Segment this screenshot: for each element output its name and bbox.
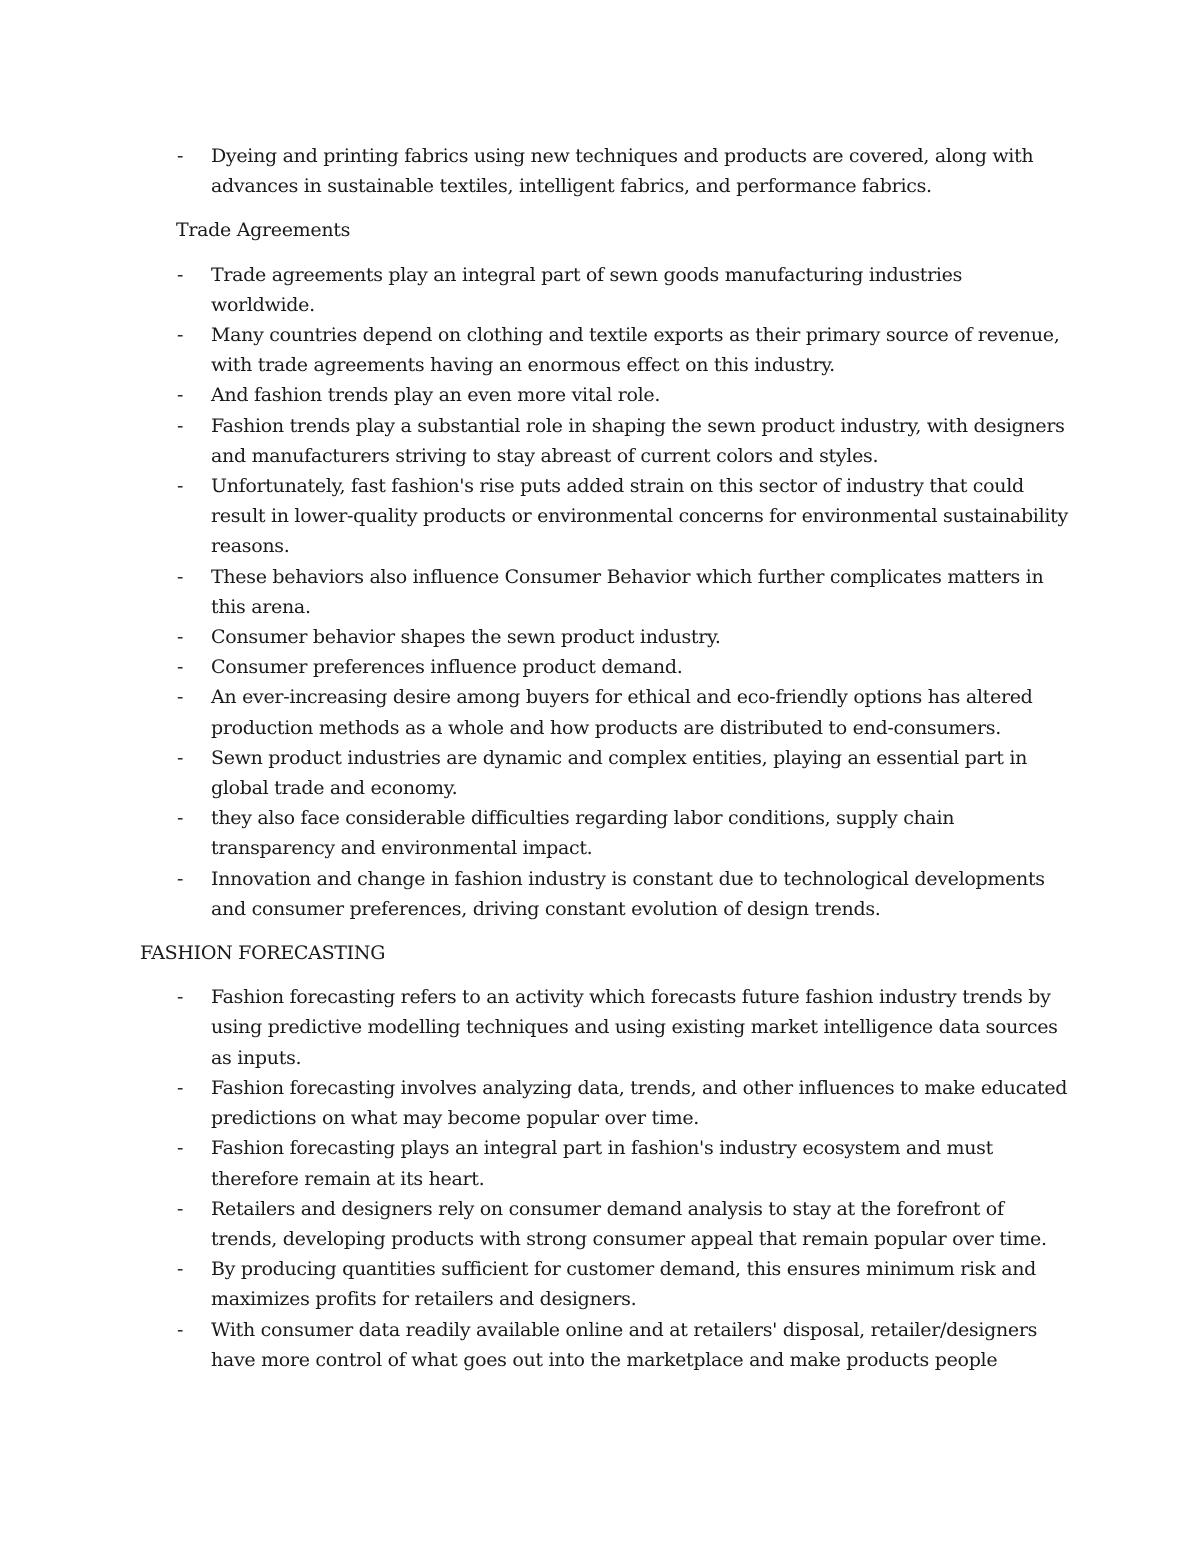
- list-item-text: Dyeing and printing fabrics using new techniques and products are covered, along with advances in sustainable textiles, intelligent fabrics, and performance fabrics.: [211, 145, 1034, 198]
- section-heading-trade-agreements: Trade Agreements: [176, 219, 351, 242]
- bullet-dash: -: [177, 1076, 184, 1099]
- list-item-text: Fashion forecasting plays an integral part in fashion's industry ecosystem and must therefore remain at its heart.: [211, 1137, 993, 1190]
- bullet-dash: -: [177, 746, 184, 769]
- list-item: [140, 1073, 1070, 1133]
- bullet-dash: -: [177, 324, 184, 347]
- list-item: [140, 471, 1070, 562]
- bullet-dash: -: [177, 1258, 184, 1281]
- list-item: [140, 1194, 1070, 1254]
- trade-agreements-bullet-list: [140, 260, 1070, 924]
- list-item-text: With consumer data readily available online and at retailers' disposal, retailer/designers have more control of what goes out into the marketplace and make products people: [211, 1318, 1038, 1371]
- bullet-dash: -: [177, 263, 184, 286]
- document-body: [140, 141, 1070, 1375]
- intro-bullet-list: [140, 141, 1070, 201]
- list-item: [140, 682, 1070, 742]
- list-item-text: Trade agreements play an integral part of sewn goods manufacturing industries worldwide.: [211, 263, 963, 316]
- list-item: [140, 743, 1070, 803]
- list-item-text: Unfortunately, fast fashion's rise puts added strain on this sector of industry that could result in lower-quality products or environmental concerns for environmental sustainability reasons.: [211, 475, 1068, 558]
- list-item-text: Retailers and designers rely on consumer demand analysis to stay at the forefront of trends, developing products with strong consumer appeal that remain popular over time.: [211, 1197, 1047, 1250]
- bullet-dash: -: [177, 565, 184, 588]
- list-item-text: Innovation and change in fashion industry is constant due to technological developments and consumer preferences, driving constant evolution of design trends.: [211, 867, 1045, 920]
- bullet-dash: -: [177, 1318, 184, 1341]
- list-item: [140, 141, 1070, 201]
- bullet-dash: -: [177, 867, 184, 890]
- list-item: [140, 411, 1070, 471]
- list-item: [140, 1133, 1070, 1193]
- list-item: [140, 982, 1070, 1073]
- list-item: [140, 562, 1070, 622]
- bullet-dash: -: [177, 1197, 184, 1220]
- bullet-dash: -: [177, 1137, 184, 1160]
- list-item-text: Consumer preferences influence product demand.: [211, 656, 683, 679]
- bullet-dash: -: [177, 475, 184, 498]
- list-item: [140, 622, 1070, 652]
- list-item-text: These behaviors also influence Consumer Behavior which further complicates matters in this arena.: [211, 565, 1044, 618]
- list-item-text: Fashion trends play a substantial role in shaping the sewn product industry, with designers and manufacturers striving to stay abreast of current colors and styles.: [211, 414, 1065, 467]
- section-heading-fashion-forecasting: FASHION FORECASTING: [140, 942, 386, 965]
- list-item-text: Consumer behavior shapes the sewn product industry.: [211, 626, 721, 649]
- list-item-text: Fashion forecasting refers to an activity which forecasts future fashion industry trends by using predictive modelling techniques and using existing market intelligence data sources as inputs.: [211, 986, 1058, 1069]
- list-item-text: An ever-increasing desire among buyers for ethical and eco-friendly options has altered production methods as a whole and how products are distributed to end-consumers.: [211, 686, 1033, 739]
- list-item: [140, 320, 1070, 380]
- list-item: [140, 380, 1070, 410]
- bullet-dash: -: [177, 986, 184, 1009]
- bullet-dash: -: [177, 145, 184, 167]
- bullet-dash: -: [177, 807, 184, 830]
- list-item: [140, 260, 1070, 320]
- bullet-dash: -: [177, 384, 184, 407]
- bullet-dash: -: [177, 656, 184, 679]
- list-item-text: Many countries depend on clothing and textile exports as their primary source of revenue, with trade agreements having an enormous effect on this industry.: [211, 324, 1060, 377]
- list-item: [140, 1254, 1070, 1314]
- bullet-dash: -: [177, 686, 184, 709]
- list-item-text: Sewn product industries are dynamic and complex entities, playing an essential part in global trade and economy.: [211, 746, 1028, 800]
- list-item-text: they also face considerable difficulties regarding labor conditions, supply chain transparency and environmental impact.: [211, 807, 955, 860]
- list-item: [140, 864, 1070, 924]
- list-item-text: By producing quantities sufficient for customer demand, this ensures minimum risk and maximizes profits for retailers and designers.: [211, 1258, 1037, 1311]
- list-item: [140, 1315, 1070, 1375]
- list-item-text: And fashion trends play an even more vital role.: [211, 384, 661, 407]
- list-item-text: Fashion forecasting involves analyzing data, trends, and other influences to make educated predictions on what may become popular over time.: [211, 1076, 1068, 1130]
- list-item: [140, 652, 1070, 682]
- bullet-dash: -: [177, 414, 184, 437]
- list-item: [140, 803, 1070, 863]
- fashion-forecasting-bullet-list: [140, 982, 1070, 1375]
- bullet-dash: -: [177, 626, 184, 649]
